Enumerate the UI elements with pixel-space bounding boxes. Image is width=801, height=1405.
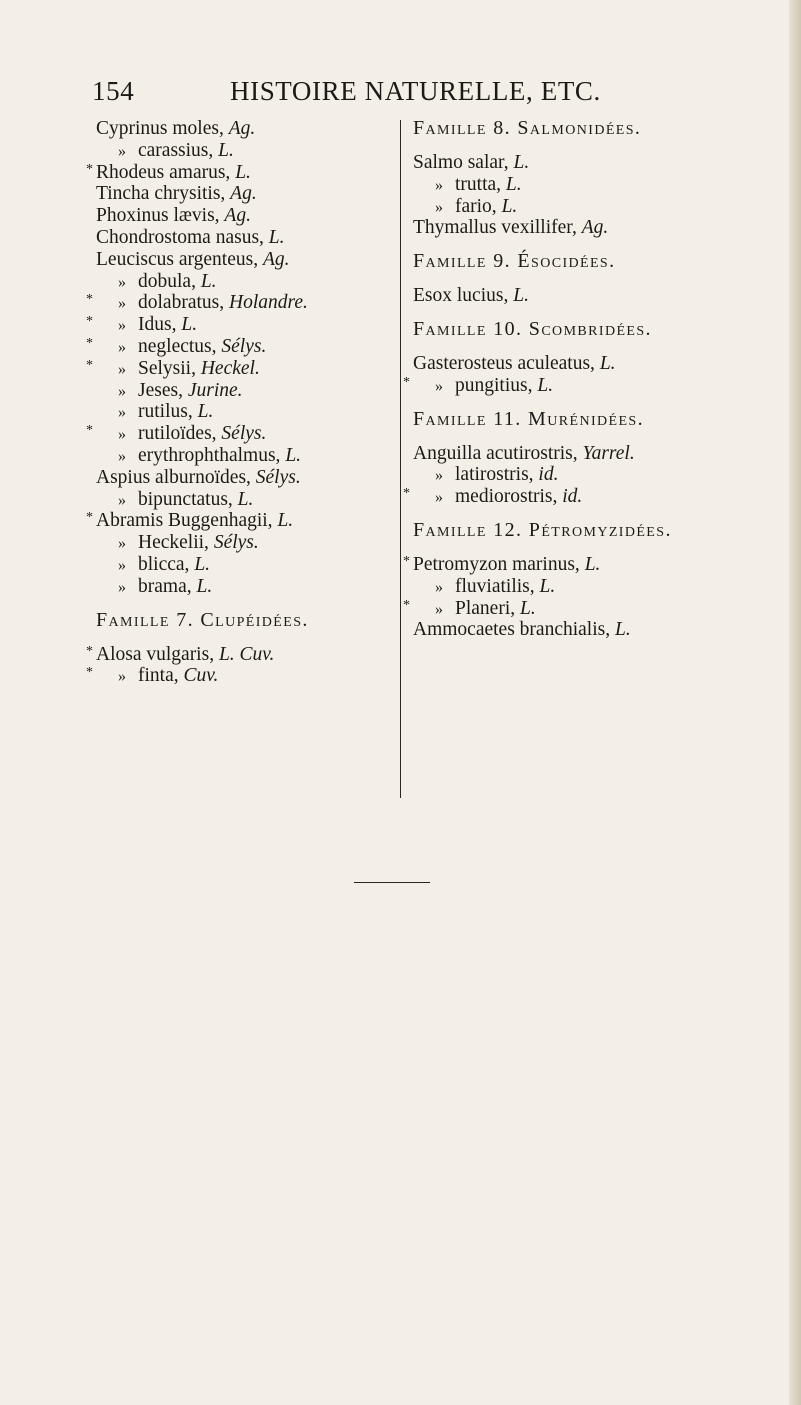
species-entry (96, 249, 368, 271)
species-entry (86, 643, 368, 666)
species-name: bipunctatus, (138, 488, 233, 510)
species-author: Ag. (230, 183, 257, 205)
spacer (96, 632, 368, 644)
right-column (403, 117, 743, 641)
species-name: Planeri, (455, 597, 516, 619)
family-heading: Famille 8. Salmonidées. (413, 117, 642, 139)
species-name: rutilus, (138, 401, 193, 423)
species-name: Idus, (138, 314, 177, 336)
ditto-mark: » (118, 273, 126, 291)
species-entry (96, 532, 368, 554)
species-author: L. (196, 575, 213, 597)
ditto-mark: » (435, 198, 443, 216)
spacer (413, 542, 743, 554)
species-author: L. (501, 195, 518, 217)
species-entry (413, 152, 743, 174)
species-author: L. (584, 553, 601, 575)
family-heading: Famille 12. Pétromyzidées. (413, 518, 672, 541)
species-name: pungitius, (455, 374, 533, 396)
species-author: id. (562, 486, 583, 508)
species-name: finta, (138, 665, 179, 687)
spacer (413, 431, 743, 443)
species-name: mediorostris, (455, 486, 558, 508)
ditto-mark: » (118, 338, 126, 356)
star-marker: * (86, 335, 93, 351)
species-name: Petromyzon marinus, (413, 553, 580, 575)
species-name: Esox lucius, (413, 285, 509, 307)
species-author: Sélys. (221, 335, 267, 357)
star-marker: * (86, 510, 93, 526)
species-author: L. (513, 152, 530, 173)
page-edge-shadow (789, 0, 801, 1405)
species-entry (413, 464, 743, 486)
species-entry (413, 353, 743, 375)
species-name: Tincha chrysitis, (96, 183, 226, 205)
ditto-mark: » (118, 142, 126, 160)
star-marker: * (86, 643, 93, 659)
species-entry (86, 335, 368, 358)
ditto-mark: » (118, 295, 126, 313)
ditto-mark: » (118, 578, 126, 596)
species-author: L. (599, 352, 616, 374)
star-marker: * (86, 357, 93, 373)
species-author: Sélys. (255, 466, 301, 488)
spacer (413, 341, 743, 353)
species-author: Sélys. (213, 532, 259, 554)
species-entry (413, 285, 743, 307)
species-name: dolabratus, (138, 292, 225, 314)
family-heading: Famille 10. Scombridées. (413, 317, 652, 340)
species-entry (86, 314, 368, 336)
star-marker: * (403, 374, 410, 390)
species-name: Rhodeus amarus, (96, 161, 231, 183)
species-name: rutiloïdes, (138, 423, 217, 445)
ditto-mark: » (435, 600, 443, 618)
species-entry (403, 374, 743, 397)
species-entry (96, 227, 368, 249)
family-heading: Famille 9. Ésocidées. (413, 250, 616, 273)
species-entry (413, 443, 743, 465)
species-entry (413, 619, 743, 641)
species-author: Yarrel. (582, 442, 635, 464)
species-name: Leuciscus argenteus, (96, 248, 259, 270)
species-author: Jurine. (187, 379, 243, 401)
species-name: fluviatilis, (455, 575, 535, 597)
species-entry (403, 486, 743, 508)
species-author: L. Cuv. (218, 643, 275, 665)
species-author: Heckel. (200, 357, 260, 379)
ditto-mark: » (435, 176, 443, 194)
species-entry (96, 576, 368, 598)
species-author: L. (218, 139, 234, 161)
species-name: trutta, (455, 173, 502, 195)
ditto-mark: » (118, 535, 126, 553)
ditto-mark: » (118, 447, 126, 465)
species-author: id. (538, 464, 559, 486)
star-marker: * (86, 292, 93, 308)
column-divider (400, 120, 401, 798)
species-entry (86, 357, 368, 380)
species-entry (96, 445, 368, 467)
ditto-mark: » (118, 360, 126, 378)
species-entry (413, 174, 743, 196)
ditto-mark: » (435, 467, 443, 485)
species-name: Cyprinus moles, (96, 118, 224, 139)
running-header (92, 76, 652, 116)
species-entry (96, 205, 368, 227)
species-author: L. (285, 444, 302, 466)
ditto-mark: » (118, 491, 126, 509)
species-name: Abramis Buggenhagii, (96, 510, 273, 532)
species-entry (96, 489, 368, 511)
ditto-mark: » (118, 404, 126, 422)
species-author: L. (235, 161, 251, 183)
species-name: Anguilla acutirostris, (413, 442, 578, 464)
species-name: fario, (455, 195, 497, 217)
page-number: 154 (92, 76, 135, 106)
species-name: latirostris, (455, 464, 534, 486)
closing-rule (354, 882, 430, 883)
star-marker: * (86, 314, 93, 330)
species-author: Sélys. (221, 423, 267, 445)
species-author: L. (237, 488, 254, 510)
species-name: dobula, (138, 270, 196, 292)
species-name: Jeses, (138, 379, 183, 401)
species-author: L. (268, 226, 285, 248)
species-entry (403, 553, 743, 576)
species-entry (96, 401, 368, 423)
species-name: Alosa vulgaris, (96, 643, 215, 665)
star-marker: * (403, 553, 410, 569)
species-entry (96, 118, 368, 140)
species-entry (96, 554, 368, 576)
species-name: Selysii, (138, 357, 196, 379)
ditto-mark: » (118, 382, 126, 400)
spacer (96, 598, 368, 610)
species-name: erythrophthalmus, (138, 444, 281, 466)
species-author: Ag. (262, 248, 290, 270)
species-name: Ammocaetes branchialis, (413, 619, 611, 641)
species-name: Heckelii, (138, 532, 209, 554)
species-entry (96, 140, 368, 162)
species-name: neglectus, (138, 335, 217, 357)
spacer (413, 397, 743, 409)
ditto-mark: » (118, 426, 126, 444)
star-marker: * (86, 665, 93, 681)
species-author: L. (200, 270, 217, 292)
species-entry (96, 183, 368, 205)
species-entry (413, 217, 743, 239)
species-author: L. (539, 575, 556, 597)
species-author: L. (277, 510, 294, 532)
left-column (86, 118, 368, 687)
species-entry (86, 665, 368, 687)
species-entry (96, 467, 368, 489)
ditto-mark: » (118, 317, 126, 335)
star-marker: * (86, 423, 93, 439)
species-author: Ag. (581, 217, 609, 239)
star-marker: * (86, 161, 93, 177)
species-author: Cuv. (183, 665, 219, 687)
page-title: HISTOIRE NATURELLE, ETC. (230, 76, 601, 106)
species-entry (96, 380, 368, 402)
species-entry (96, 271, 368, 293)
ditto-mark: » (435, 377, 443, 395)
ditto-mark: » (435, 489, 443, 507)
ditto-mark: » (118, 668, 126, 686)
species-name: Gasterosteus aculeatus, (413, 352, 595, 374)
species-entry (403, 597, 743, 620)
species-author: L. (505, 173, 522, 195)
species-entry (86, 292, 368, 314)
species-author: L. (513, 285, 529, 307)
species-name: Phoxinus lævis, (96, 205, 220, 227)
family-heading: Famille 11. Murénidées. (413, 407, 645, 430)
species-author: L. (537, 374, 554, 396)
species-name: brama, (138, 575, 192, 597)
spacer (413, 140, 743, 152)
family-heading: Famille 7. Clupéidées. (96, 608, 309, 631)
species-name: blicca, (138, 553, 190, 575)
species-entry (86, 510, 368, 532)
species-entry (86, 161, 368, 184)
star-marker: * (403, 597, 410, 613)
species-name: Thymallus vexillifer, (413, 217, 577, 239)
species-author: L. (194, 553, 211, 575)
species-author: Ag. (228, 118, 256, 139)
species-entry (413, 576, 743, 598)
species-name: Chondrostoma nasus, (96, 226, 264, 248)
species-author: L. (197, 401, 214, 423)
species-entry (413, 196, 743, 218)
species-author: Holandre. (228, 292, 308, 314)
species-author: L. (181, 314, 198, 336)
ditto-mark: » (118, 556, 126, 574)
star-marker: * (403, 486, 410, 502)
ditto-mark: » (435, 578, 443, 596)
species-name: carassius, (138, 139, 214, 161)
spacer (413, 273, 743, 285)
species-author: L. (519, 597, 536, 619)
species-entry (86, 423, 368, 445)
species-name: Aspius alburnoïdes, (96, 466, 251, 488)
species-name: Salmo salar, (413, 152, 509, 173)
species-author: Ag. (224, 205, 251, 227)
species-author: L. (614, 619, 631, 641)
